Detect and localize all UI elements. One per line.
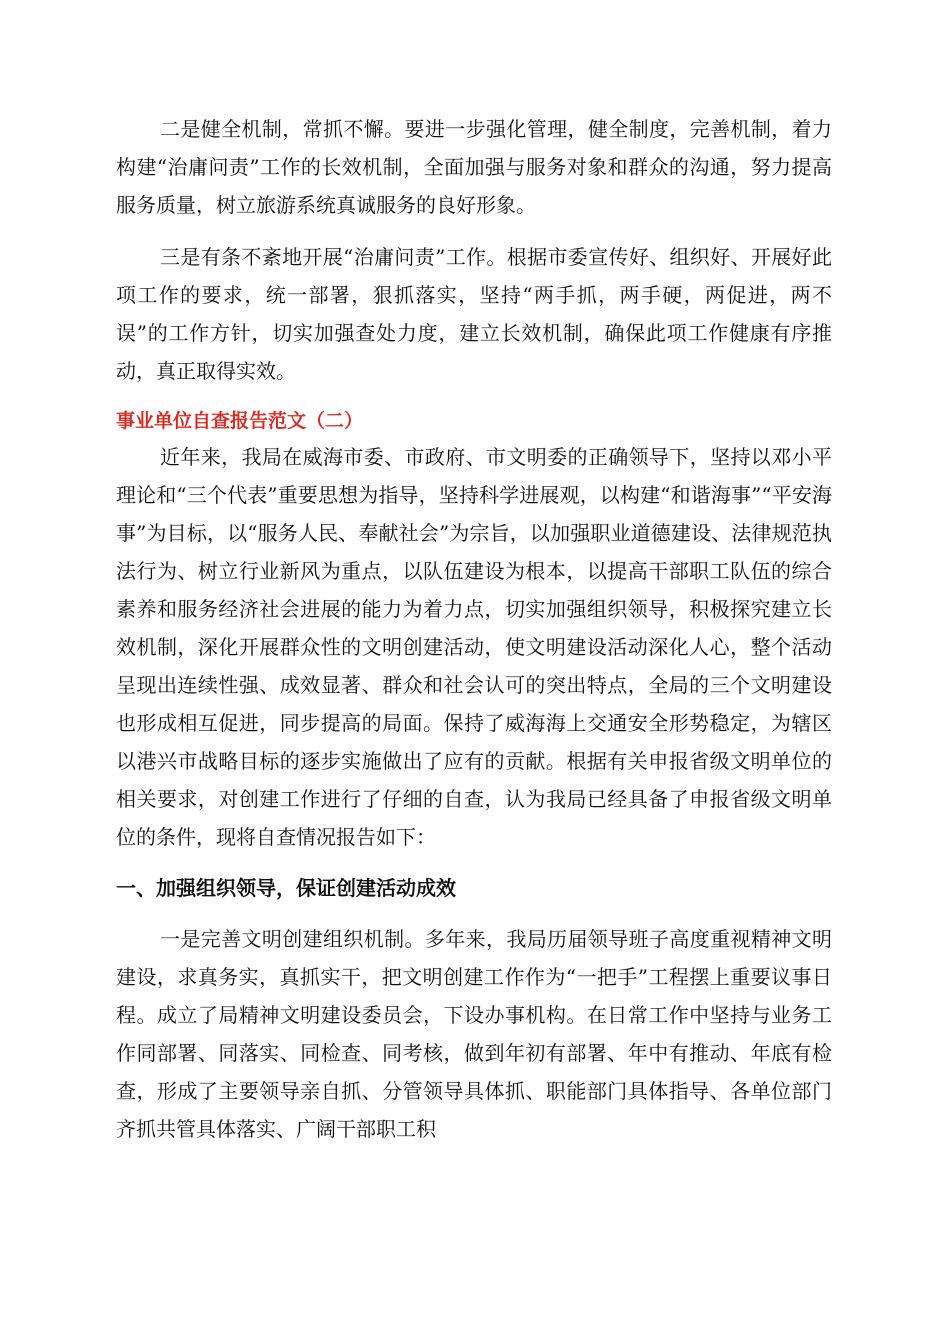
section-heading-organization: 一、加强组织领导，保证创建活动成效 xyxy=(116,876,456,900)
document-body xyxy=(116,110,832,1148)
paragraph-orderly-work: 三是有条不紊地开展“治庸问责”工作。根据市委宣传好、组织好、开展好此项工作的要求，统一部署，狠抓落实，坚持“两手抓，两手硬，两促进，两不误”的工作方针，切实加强查处力度，建立长效机制，确保此项工作健康有序推动，真正取得实效。 xyxy=(116,245,832,383)
paragraph-introduction: 近年来，我局在威海市委、市政府、市文明委的正确领导下，坚持以邓小平理论和“三个代表”重要思想为指导，坚持科学进展观，以构建“和谐海事”“平安海事”为目标，以“服务人民、奉献社会”为宗旨，以加强职业道德建设、法律规范执法行为、树立行业新风为重点，以队伍建设为根本，以提高干部职工队伍的综合素养和服务经济社会进展的能力为着力点，切实加强组织领导，积极探究建立长效机制，深化开展群众性的文明创建活动，使文明建设活动深化人心，整个活动呈现出连续性强、成效显著、群众和社会认可的突出特点，全局的三个文明建设也形成相互促进，同步提高的局面。保持了威海海上交通安全形势稳定，为辖区以港兴市战略目标的逐步实施做出了应有的贡献。根据有关申报省级文明单位的相关要求，对创建工作进行了仔细的自查，认为我局已经具备了申报省级文明单位的条件，现将自查情况报告如下： xyxy=(116,445,832,849)
report-title-heading: 事业单位自查报告范文（二） xyxy=(116,410,364,432)
paragraph-mechanism: 二是健全机制，常抓不懈。要进一步强化管理，健全制度，完善机制，着力构建“治庸问责”工作的长效机制，全面加强与服务对象和群众的沟通，努力提高服务质量，树立旅游系统真诚服务的良好形象。 xyxy=(116,117,832,217)
paragraph-organization-mechanism: 一是完善文明创建组织机制。多年来，我局历届领导班子高度重视精神文明建设，求真务实，真抓实干，把文明创建工作作为“一把手”工程摆上重要议事日程。成立了局精神文明建设委员会，下设办事机构。在日常工作中坚持与业务工作同部署、同落实、同检查、同考核，做到年初有部署、年中有推动、年底有检查，形成了主要领导亲自抓、分管领导具体抓、职能部门具体指导、各单位部门齐抓共管具体落实、广阔干部职工积 xyxy=(116,927,832,1141)
